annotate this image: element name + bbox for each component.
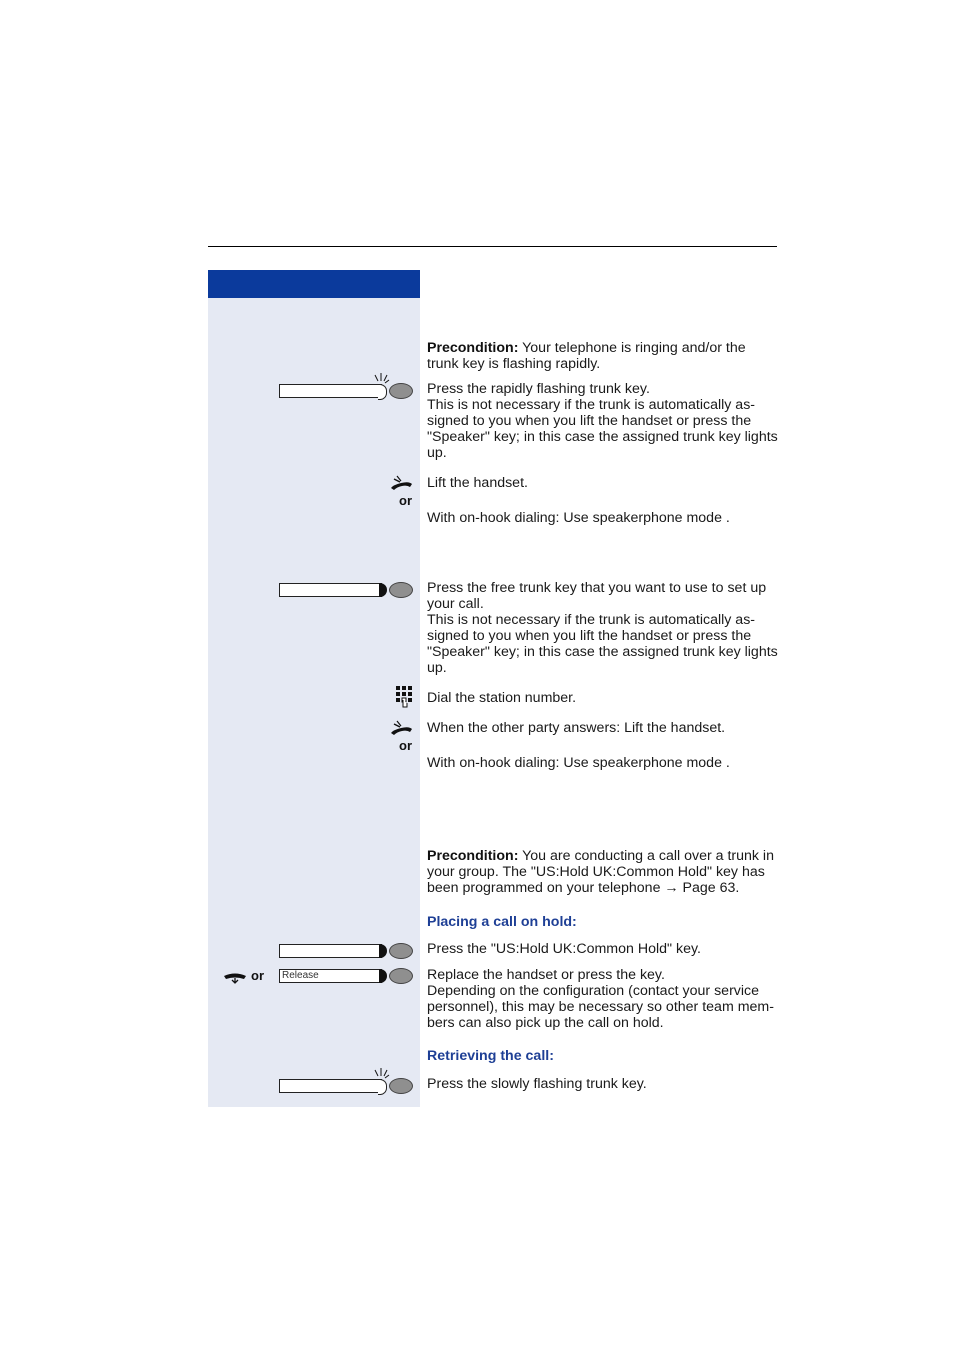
handset-lift-icon [389,720,414,736]
handset-replace-icon [222,970,248,984]
placing-step2: Replace the handset or press the key. Depending on the configuration (contact your service personnel), this may be necessary so other team mem-bers can also pick up the call on hold. [427,967,774,1031]
s2-step2: Dial the station number. [427,690,577,706]
flashing-key-icon [372,373,390,385]
lamp-icon [389,582,413,598]
trunk-key-flashing-2[interactable] [279,1079,382,1093]
handset-lift-icon [389,475,414,491]
s2-step3: When the other party answers: Lift the handset. [427,720,726,736]
placing-heading: Placing a call on hold: [427,914,577,930]
release-key-label: Release [282,970,319,981]
hold-key[interactable] [279,944,382,958]
or-label: or [399,738,412,753]
trunk-key-free[interactable] [279,583,382,597]
keypad-icon [395,685,413,709]
trunk-key-flashing-1[interactable] [279,384,382,398]
retrieving-step1: Press the slowly flashing trunk key. [427,1076,647,1092]
s1-step3: With on-hook dialing: Use speakerphone mode . [427,510,730,526]
s1-step2: Lift the handset. [427,475,528,491]
or-label: or [399,493,412,508]
lamp-icon [389,383,413,399]
placing-step1: Press the "US:Hold UK:Common Hold" key. [427,941,701,957]
retrieving-heading: Retrieving the call: [427,1048,554,1064]
s1-step1: Press the rapidly flashing trunk key. This is not necessary if the trunk is automatically as-signed to you when you lift the handset or press the "Speaker" key; in this case the assigned trunk key lights up. [427,381,778,461]
lamp-icon [389,1078,413,1094]
precondition-3: Precondition: You are conducting a call over a trunk in your group. The "US:Hold UK:Common Hold" key has been programmed on your telephone → Page 63. [427,848,774,896]
release-key[interactable] [279,969,382,983]
s2-step1: Press the free trunk key that you want to use to set up your call. This is not necessary if the trunk is automatically as-signed to you when you lift the handset or press the "Speaker" key; in this case the assigned trunk key lights up. [427,580,778,676]
precondition-1: Precondition: Your telephone is ringing and/or the trunk key is flashing rapidly. [427,340,746,372]
or-label: or [251,968,264,983]
top-rule [208,246,777,247]
lamp-icon [389,968,413,984]
lamp-icon [389,943,413,959]
s2-step4: With on-hook dialing: Use speakerphone mode . [427,755,730,771]
flashing-key-icon [372,1068,390,1080]
side-header-bar [208,270,420,298]
